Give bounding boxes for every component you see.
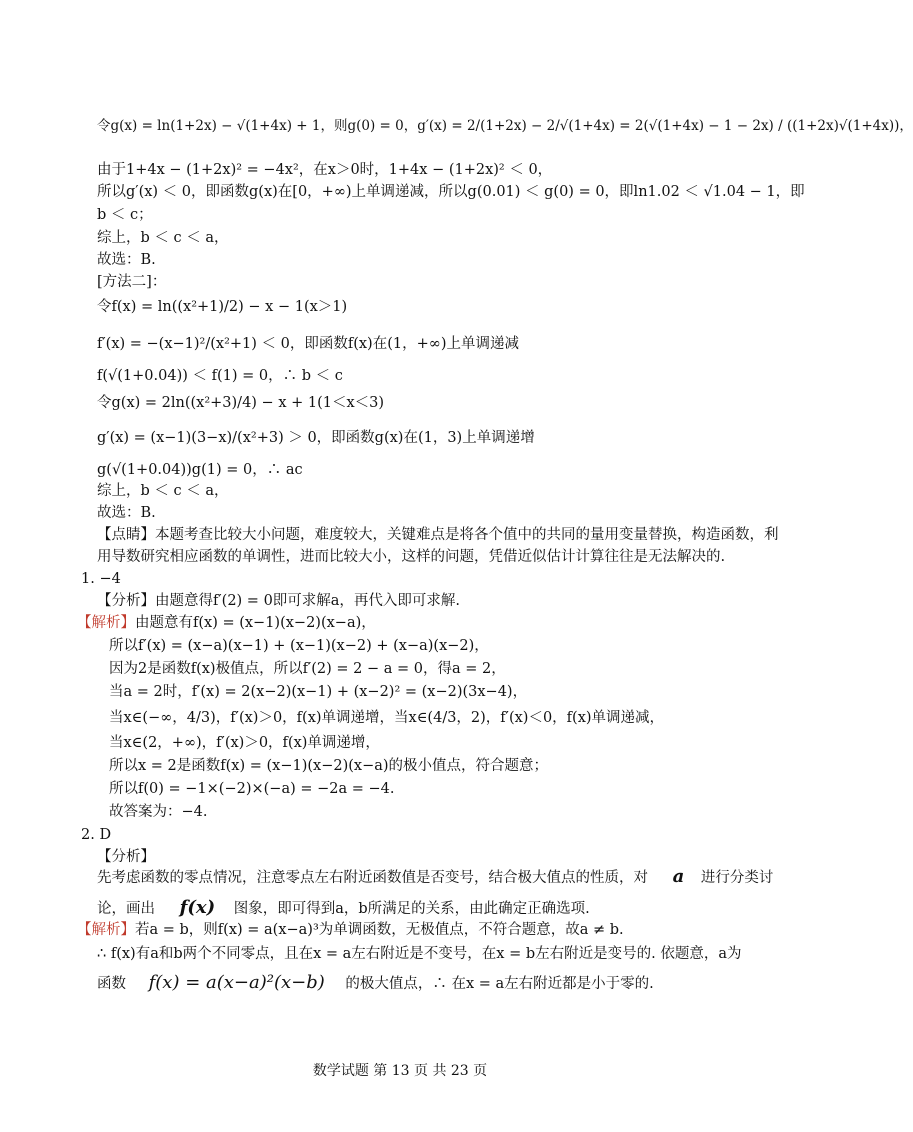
text-line: 由题意有f(x) = (x−1)(x−2)(x−a)， [135,615,376,631]
formula-image: f(x) [179,897,216,918]
page-footer: 数学试题 第 13 页 共 23 页 [312,1063,488,1079]
text-line: 令g(x) = ln(1+2x) − √(1+4x) + 1，则g(0) = 0，g′(x) = 2/(1+2x) − 2/√(1+4x) = 2(√(1+4x) − 1 − 2x) / ((1+2x)√(1+4x))， [97,118,913,134]
text-line: 所以x = 2是函数f(x) = (x−1)(x−2)(x−a)的极小值点，符合题意； [109,758,549,774]
text-line [97,898,590,919]
text-line: f(√(1+0.04)) ＜ f(1) = 0，∴ b ＜ c [97,368,343,384]
text-line [97,867,773,888]
text-line: 当a = 2时，f′(x) = 2(x−2)(x−1) + (x−2)² = (x−2)(3x−4)， [109,684,528,700]
text-line: 所以g′(x) ＜ 0，即函数g(x)在[0，+∞)上单调递减，所以g(0.01) ＜ g(0) = 0，即ln1.02 ＜ √1.04 − 1，即 [97,184,805,200]
text-line: 当x∈(−∞，4/3)，f′(x)＞0，f(x)单调递增，当x∈(4/3，2)，f′(x)＜0，f(x)单调递减， [109,710,665,726]
text-line: 1. −4 [81,571,121,587]
text-line: 进行分类讨 [700,870,774,886]
text-line: 综上，b ＜ c ＜ a， [97,483,229,499]
text-line: 用导数研究相应函数的单调性，进而比较大小，这样的问题，凭借近似估计计算往往是无法解决的. [97,549,726,565]
text-line: b ＜ c； [97,207,153,223]
jiexi-label: 【解析】 [77,615,135,631]
formula-image: a [672,866,685,887]
text-line: 所以f′(x) = (x−a)(x−1) + (x−1)(x−2) + (x−a)(x−2)， [109,638,489,654]
text-line: 故选：B. [97,505,156,521]
text-line: 由于1+4x − (1+2x)² = −4x²，在x＞0时，1+4x − (1+2x)² ＜ 0， [97,162,553,178]
text-line [97,973,654,994]
text-line: 若a = b，则f(x) = a(x−a)³为单调函数，无极值点，不符合题意，故a ≠ b. [135,922,624,938]
text-line: [方法二]： [97,274,167,290]
text-line: 图象，即可得到a，b所满足的关系，由此确定正确选项. [233,901,590,917]
text-line: 2. D [81,827,112,843]
text-line: 故答案为：−4. [109,804,208,820]
text-line: 综上，b ＜ c ＜ a， [97,230,229,246]
text-line: 因为2是函数f(x)极值点，所以f′(2) = 2 − a = 0，得a = 2， [109,661,506,677]
text-line: g(√(1+0.04))g(1) = 0，∴ ac [97,462,303,478]
jiexi-line [77,613,376,633]
text-line: 的极大值点，∴ 在x = a左右附近都是小于零的. [345,976,654,992]
text-line: 当x∈(2，+∞)，f′(x)＞0，f(x)单调递增， [109,735,380,751]
text-line: 【分析】 [97,849,155,865]
text-line: 论，画出 [97,901,155,917]
formula-image: f(x) = a(x−a)²(x−b) [148,972,325,993]
text-line: g′(x) = (x−1)(3−x)/(x²+3) ＞ 0，即函数g(x)在(1，3)上单调递增 [97,430,535,446]
text-line: 【分析】由题意得f′(2) = 0即可求解a，再代入即可求解. [97,593,461,609]
text-line: 令f(x) = ln((x²+1)/2) − x − 1(x＞1) [97,299,348,315]
text-line: 【点睛】本题考查比较大小问题，难度较大，关键难点是将各个值中的共同的量用变量替换，构造函数，利 [97,527,779,543]
jiexi-label: 【解析】 [77,922,135,938]
jiexi-line [77,920,624,940]
text-line: 先考虑函数的零点情况，注意零点左右附近函数值是否变号，结合极大值点的性质，对 [97,870,648,886]
text-line: 故选：B. [97,252,156,268]
text-line: 所以f(0) = −1×(−2)×(−a) = −2a = −4. [109,781,395,797]
text-line: f′(x) = −(x−1)²/(x²+1) ＜ 0，即函数f(x)在(1，+∞)上单调递减 [97,336,519,352]
text-line: 令g(x) = 2ln((x²+3)/4) − x + 1(1＜x＜3) [97,395,385,411]
text-line: 函数 [97,976,126,992]
text-line: ∴ f(x)有a和b两个不同零点，且在x = a左右附近是不变号，在x = b左右附近是变号的. 依题意，a为 [97,946,742,962]
